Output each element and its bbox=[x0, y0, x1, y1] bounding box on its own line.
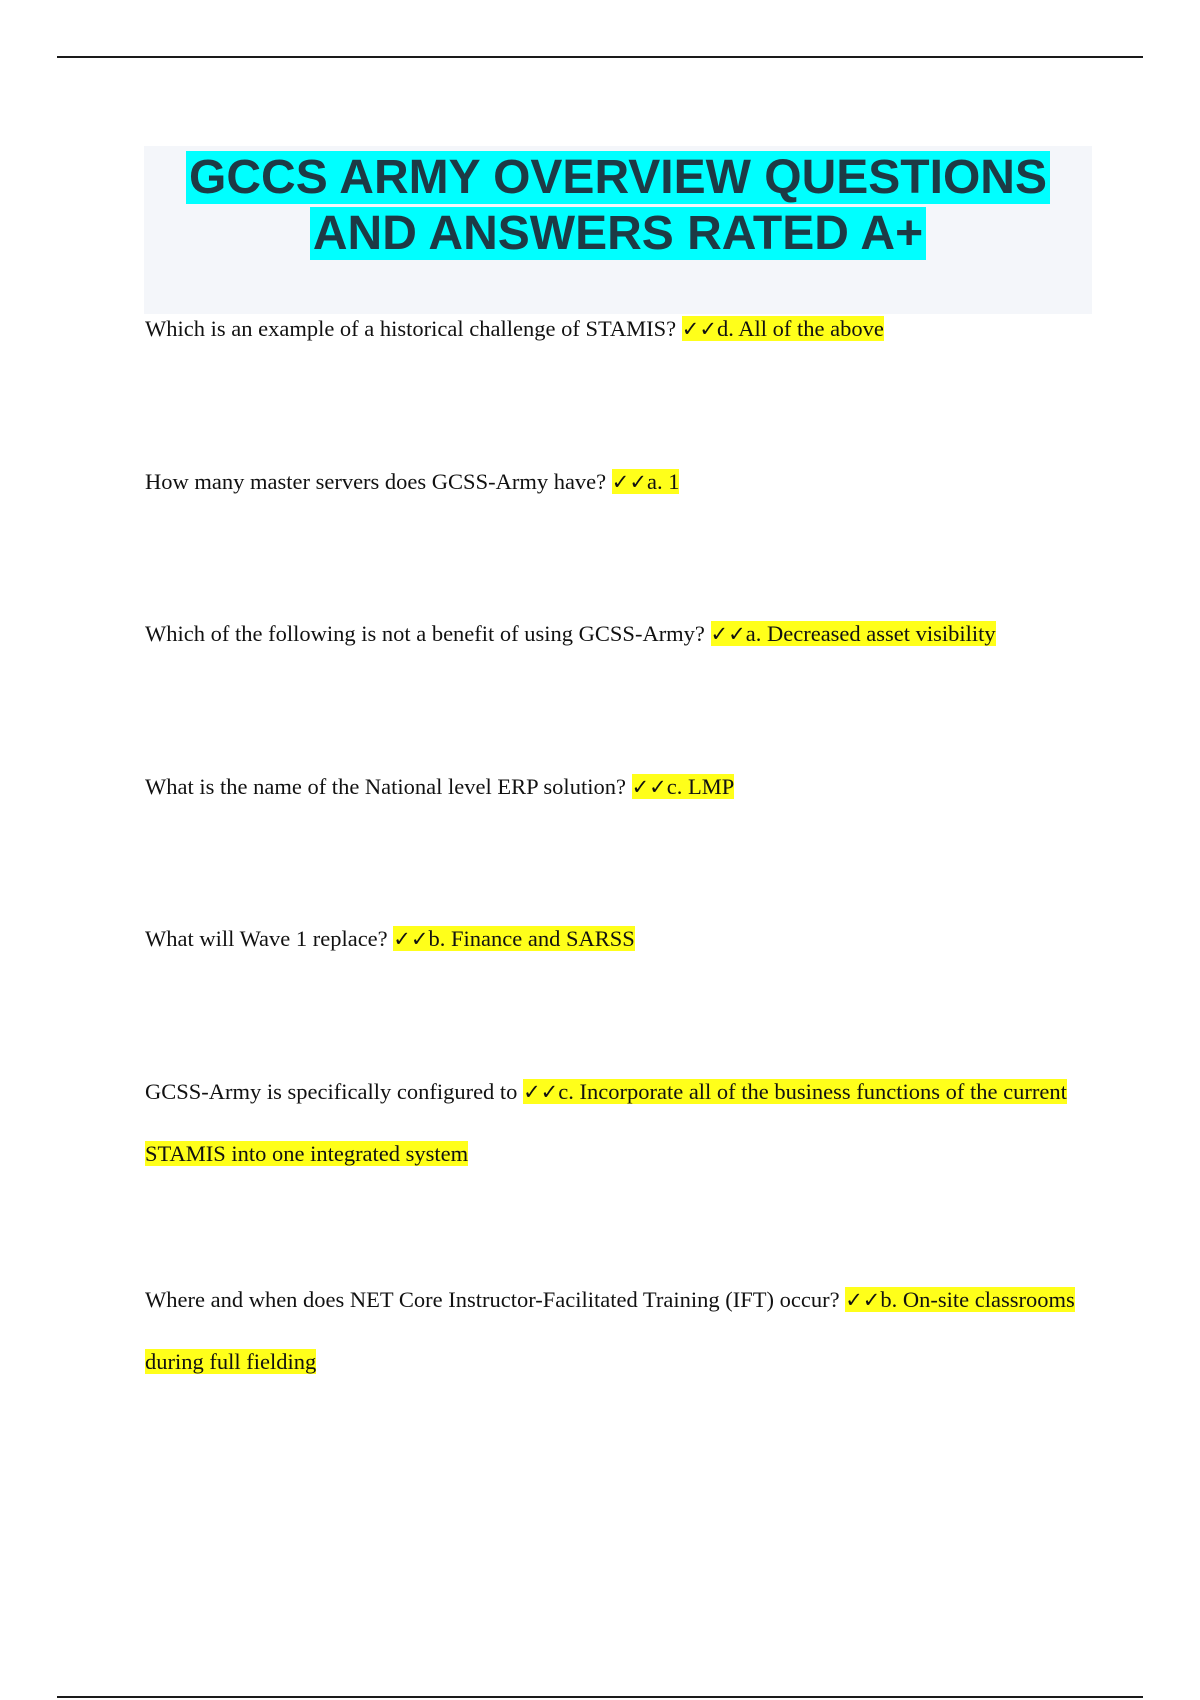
answer-text: c. LMP bbox=[666, 774, 735, 799]
answer-highlight bbox=[393, 926, 634, 951]
document-title bbox=[144, 146, 1092, 262]
answer-highlight bbox=[632, 774, 735, 799]
question-text: GCSS-Army is specifically configured to bbox=[145, 1079, 524, 1104]
qa-item-5 bbox=[145, 908, 1085, 970]
qa-item-1 bbox=[145, 298, 1085, 360]
question-text: What will Wave 1 replace? bbox=[145, 926, 394, 951]
question-text: Which of the following is not a benefit of using GCSS-Army? bbox=[145, 621, 711, 646]
double-check-icon: ✓✓ bbox=[393, 927, 429, 951]
qa-item-4 bbox=[145, 756, 1085, 818]
double-check-icon: ✓✓ bbox=[710, 622, 746, 646]
qa-item-3 bbox=[145, 603, 1085, 665]
double-check-icon: ✓✓ bbox=[523, 1080, 559, 1104]
double-check-icon: ✓✓ bbox=[681, 317, 717, 341]
title-line-1: GCCS ARMY OVERVIEW QUESTIONS bbox=[186, 151, 1050, 204]
answer-highlight bbox=[612, 469, 680, 494]
question-text: What is the name of the National level ERP solution? bbox=[145, 774, 632, 799]
qa-item-7 bbox=[145, 1269, 1085, 1392]
answer-text: c. Incorporate all of the business functions of the current STAMIS into one integrated system bbox=[145, 1079, 1067, 1166]
qa-item-6 bbox=[145, 1061, 1085, 1184]
bottom-rule bbox=[57, 1696, 1143, 1698]
answer-highlight bbox=[682, 316, 884, 341]
top-rule bbox=[57, 56, 1143, 58]
answer-text: d. All of the above bbox=[716, 316, 884, 341]
answer-highlight bbox=[711, 621, 996, 646]
answer-text: a. 1 bbox=[646, 469, 680, 494]
double-check-icon: ✓✓ bbox=[631, 775, 667, 799]
question-text: Which is an example of a historical challenge of STAMIS? bbox=[145, 316, 682, 341]
question-text: How many master servers does GCSS-Army have? bbox=[145, 469, 612, 494]
answer-text: a. Decreased asset visibility bbox=[745, 621, 996, 646]
double-check-icon: ✓✓ bbox=[611, 470, 647, 494]
answer-text: b. Finance and SARSS bbox=[428, 926, 635, 951]
qa-item-2 bbox=[145, 451, 1085, 513]
title-line-2: AND ANSWERS RATED A+ bbox=[310, 207, 926, 260]
answer-text: b. On-site classrooms during full fielding bbox=[145, 1287, 1075, 1374]
double-check-icon: ✓✓ bbox=[845, 1288, 881, 1312]
question-text: Where and when does NET Core Instructor-Facilitated Training (IFT) occur? bbox=[145, 1287, 846, 1312]
title-panel bbox=[144, 146, 1092, 314]
